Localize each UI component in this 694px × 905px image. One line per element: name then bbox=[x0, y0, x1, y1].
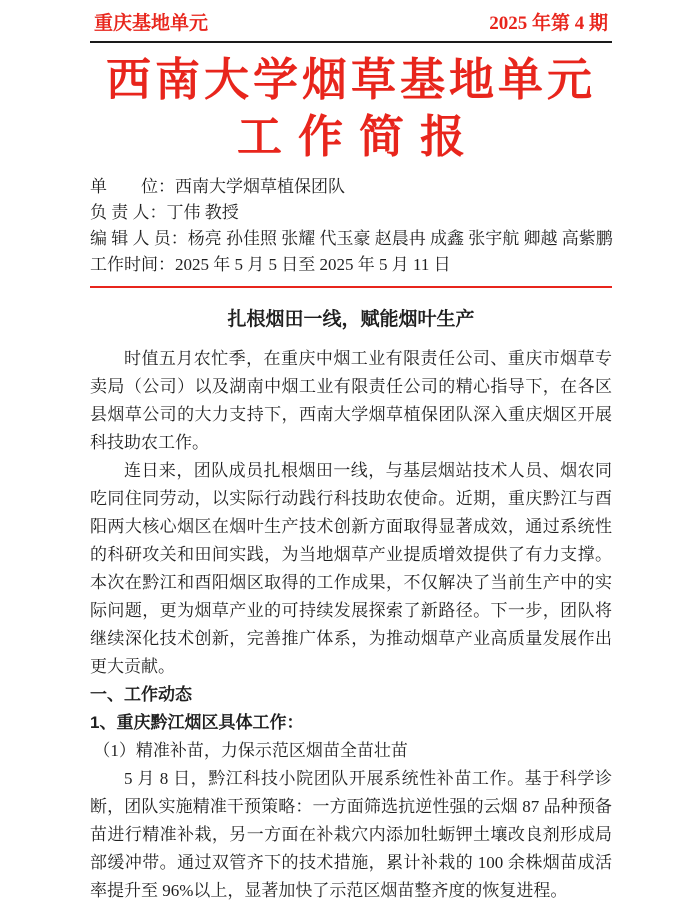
meta-unit-value: 西南大学烟草植保团队 bbox=[175, 177, 345, 196]
meta-period-label: 工作时间： bbox=[90, 255, 175, 274]
meta-row-unit bbox=[90, 174, 612, 200]
meta-leader-value: 丁伟 教授 bbox=[166, 203, 239, 222]
banner-issue-label: 2025 年第 4 期 bbox=[489, 13, 608, 34]
meta-unit-label: 单 位： bbox=[90, 177, 175, 196]
meta-editors-label: 编 辑 人 员： bbox=[90, 229, 188, 248]
section-heading-work-dynamics: 一、工作动态 bbox=[90, 685, 192, 704]
meta-period-value: 2025 年 5 月 5 日至 2025 年 5 月 11 日 bbox=[175, 255, 451, 274]
red-divider-rule bbox=[90, 286, 612, 288]
masthead-title-line2: 工作简报 bbox=[236, 112, 481, 162]
masthead-title bbox=[90, 51, 612, 165]
banner-unit-label: 重庆基地单元 bbox=[94, 13, 209, 34]
article-headline: 扎根烟田一线，赋能烟叶生产 bbox=[227, 309, 475, 330]
meta-row-period bbox=[90, 252, 612, 278]
paragraph-intro: 时值五月农忙季，在重庆中烟工业有限责任公司、重庆市烟草专卖局（公司）以及湖南中烟工业有限责任公司的精心指导下，在各区县烟草公司的大力支持下，西南大学烟草植保团队深入重庆烟区开展科技助农工作。 bbox=[90, 349, 612, 452]
meta-leader-label: 负 责 人： bbox=[90, 203, 167, 222]
paragraph-seedling-detail: 5 月 8 日，黔江科技小院团队开展系统性补苗工作。基于科学诊断，团队实施精准干预策略：一方面筛选抗逆性强的云烟 87 品种预备苗进行精准补栽，另一方面在补栽穴内添加牡蛎钾土壤改良剂形成局部缓冲带。通过双管齐下的技术措施，累计补栽的 100 余株烟苗成活率提升至 96%以上，显著加快了示范区烟苗整齐度的恢复进程。 bbox=[90, 769, 612, 900]
meta-row-editors bbox=[90, 226, 612, 252]
masthead-title-line1: 西南大学烟草基地单元 bbox=[105, 55, 596, 105]
meta-block bbox=[90, 174, 612, 278]
subsection-heading-qianjiang: 1、重庆黔江烟区具体工作： bbox=[90, 713, 304, 732]
top-banner bbox=[90, 10, 612, 43]
article-body bbox=[90, 345, 612, 905]
meta-row-leader bbox=[90, 200, 612, 226]
meta-editors-value: 杨亮 孙佳照 张耀 代玉豪 赵晨冉 成鑫 张宇航 卿越 高紫鹏 bbox=[187, 229, 613, 248]
item-heading-seedling: （1）精准补苗，力保示范区烟苗全苗壮苗 bbox=[93, 741, 408, 760]
paragraph-overview: 连日来，团队成员扎根烟田一线，与基层烟站技术人员、烟农同吃同住同劳动，以实际行动践行科技助农使命。近期，重庆黔江与酉阳两大核心烟区在烟叶生产技术创新方面取得显著成效，通过系统性的科研攻关和田间实践，为当地烟草产业提质增效提供了有力支撑。本次在黔江和酉阳烟区取得的工作成果，不仅解决了当前生产中的实际问题，更为烟草产业的可持续发展探索了新路径。下一步，团队将继续深化技术创新，完善推广体系，为推动烟草产业高质量发展作出更大贡献。 bbox=[90, 461, 612, 676]
